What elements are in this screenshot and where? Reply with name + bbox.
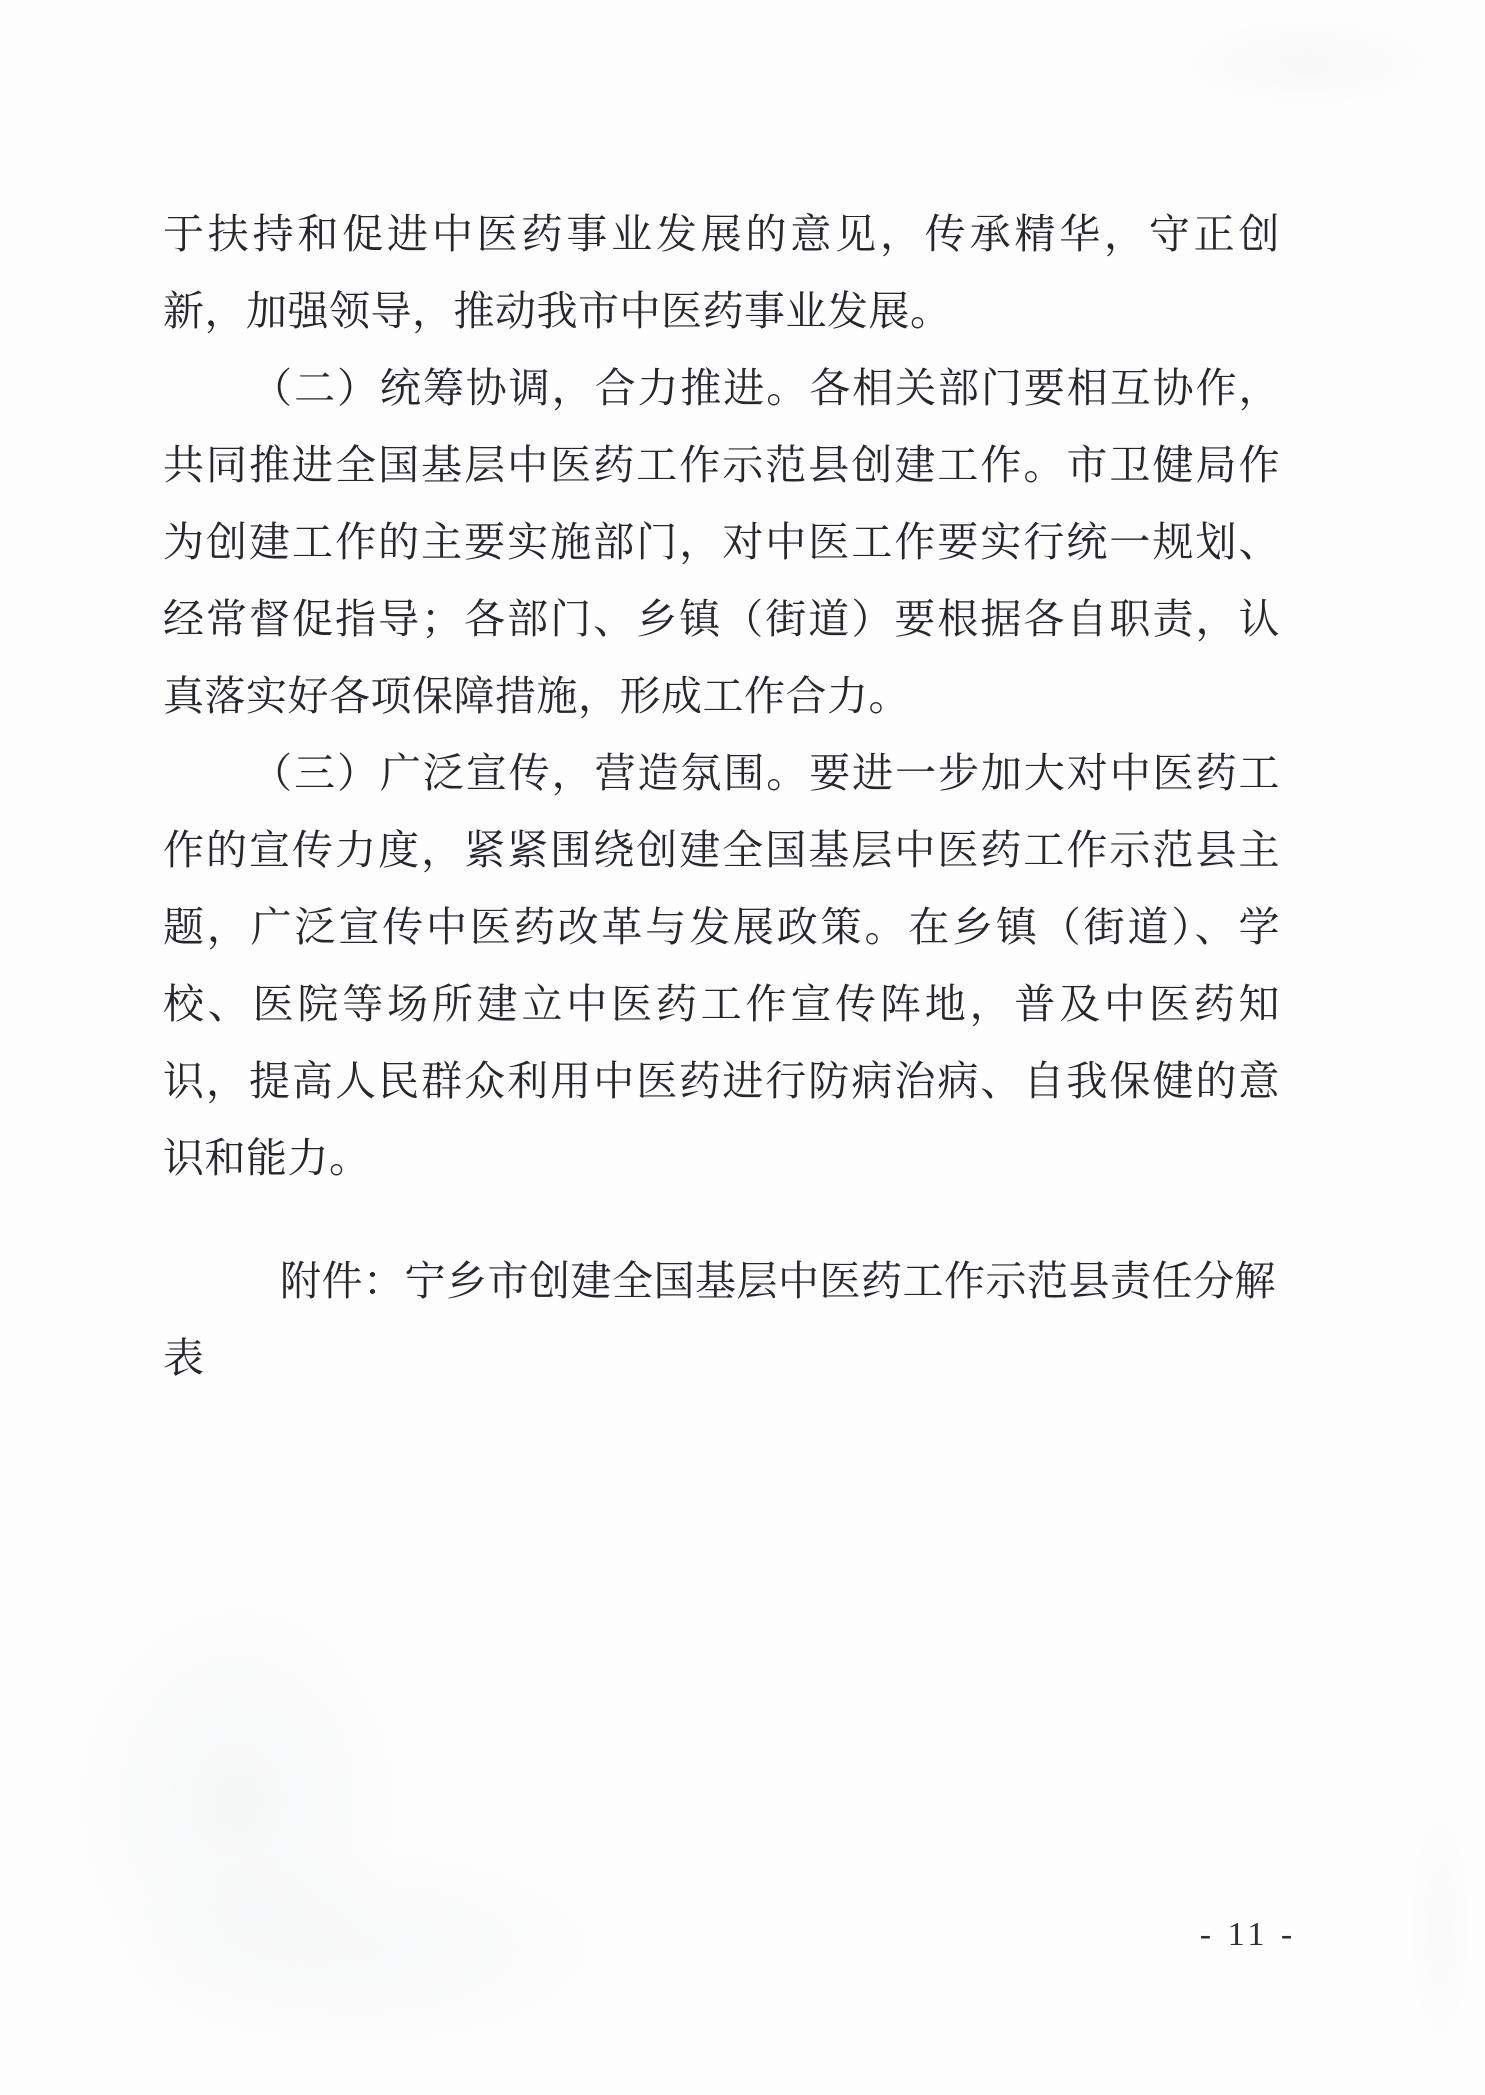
body-paragraph-item-3: （三）广泛宣传，营造氛围。要进一步加大对中医药工作的宣传力度，紧紧围绕创建全国基层中医药工作示范县主题，广泛宣传中医药改革与发展政策。在乡镇（街道）、学校、医院等场所建立中医药工作宣传阵地，普及中医药知识，提高人民群众利用中医药进行防病治病、自我保健的意识和能力。 (163, 750, 1280, 1181)
document-body (163, 196, 1280, 1397)
body-paragraph-item-2: （二）统筹协调，合力推进。各相关部门要相互协作，共同推进全国基层中医药工作示范县创建工作。市卫健局作为创建工作的主要实施部门，对中医工作要实行统一规划、经常督促指导；各部门、乡镇（街道）要根据各自职责，认真落实好各项保障措施，形成工作合力。 (163, 365, 1280, 719)
attachment-reference-line: 附件：宁乡市创建全国基层中医药工作示范县责任分解表 (163, 1258, 1276, 1381)
page-number: - 11 - (1199, 1916, 1297, 1953)
body-paragraph-continuation: 于扶持和促进中医药事业发展的意见，传承精华，守正创新，加强领导，推动我市中医药事业发展。 (163, 211, 1280, 334)
